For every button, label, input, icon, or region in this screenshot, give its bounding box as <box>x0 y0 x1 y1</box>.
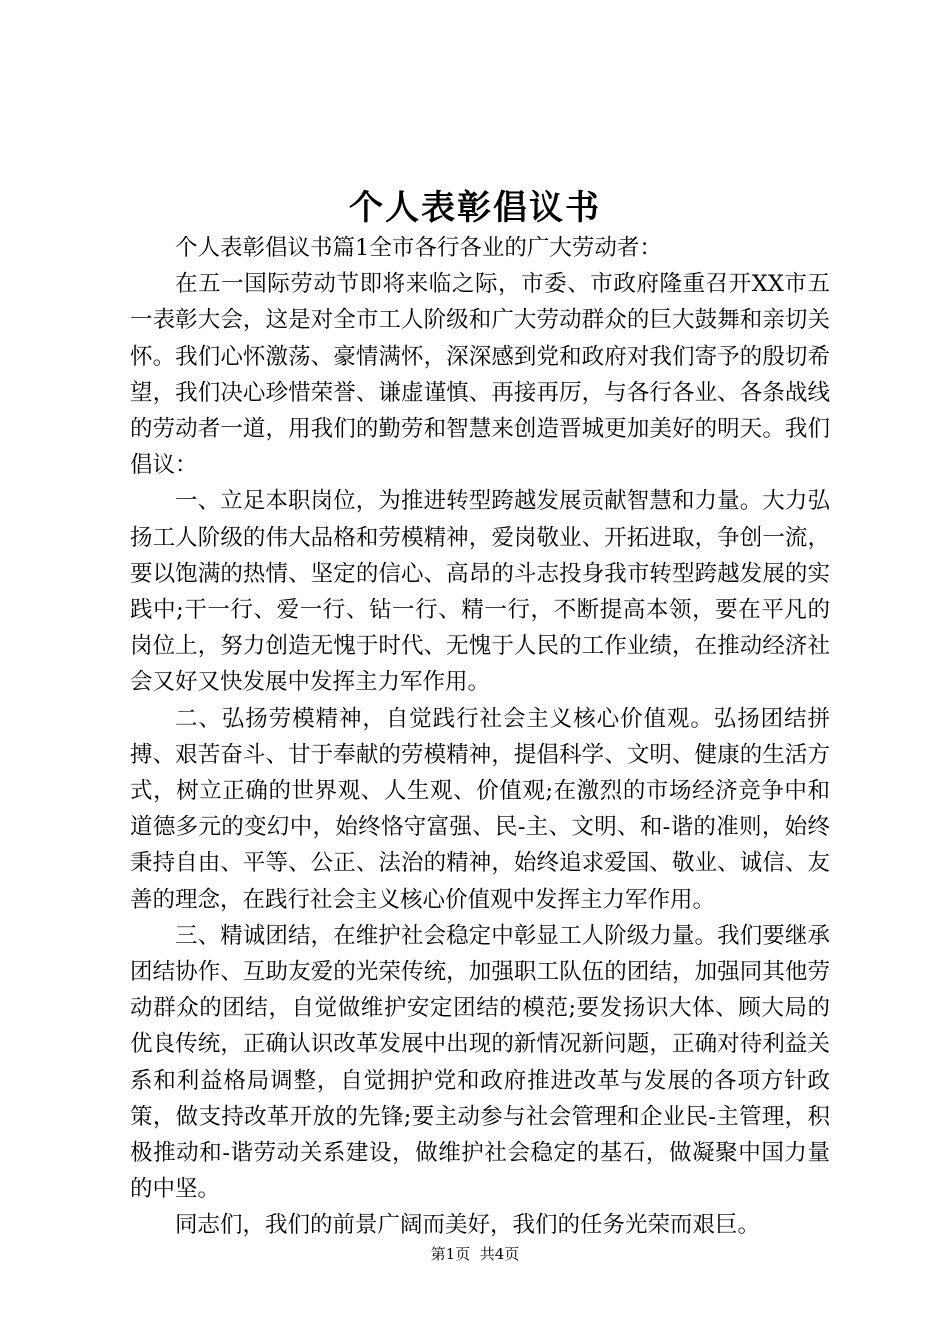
paragraph-point-two: 二、弘扬劳模精神，自觉践行社会主义核心价值观。弘扬团结拼搏、艰苦奋斗、甘于奉献的劳模精神，提倡科学、文明、健康的生活方式，树立正确的世界观、人生观、价值观;在激烈的市场经济竞争中和道德多元的变幻中，始终恪守富强、民-主、文明、和-谐的准则，始终秉持自由、平等、公正、法治的精神，始终追求爱国、敬业、诚信、友善的理念，在践行社会主义核心价值观中发挥主力军作用。 <box>130 705 830 913</box>
paragraph-point-one: 一、立足本职岗位，为推进转型跨越发展贡献智慧和力量。大力弘扬工人阶级的伟大品格和劳模精神，爱岗敬业、开拓进取，争创一流，要以饱满的热情、坚定的信心、高昂的斗志投身我市转型跨越发展的实践中;干一行、爱一行、钻一行、精一行，不断提高本领，要在平凡的岗位上，努力创造无愧于时代、无愧于人民的工作业绩，在推动经济社会又好又快发展中发挥主力军作用。 <box>130 488 830 696</box>
footer-separator <box>470 1245 480 1263</box>
paragraph-point-three: 三、精诚团结，在维护社会稳定中彰显工人阶级力量。我们要继承团结协作、互助友爱的光荣传统，加强职工队伍的团结，加强同其他劳动群众的团结，自觉做维护安定团结的模范;要发扬识大体、顾大局的优良传统，正确认识改革发展中出现的新情况新问题，正确对待利益关系和利益格局调整，自觉拥护党和政府推进改革与发展的各项方针政策，做支持改革开放的先锋;要主动参与社会管理和企业民-主管理，积极推动和-谐劳动关系建设，做维护社会稳定的基石，做凝聚中国力量的中坚。 <box>130 922 830 1203</box>
paragraph-intro: 个人表彰倡议书篇1全市各行各业的广大劳动者： <box>175 235 662 261</box>
page-total: 共4页 <box>479 1245 520 1263</box>
paragraph-closing: 同志们，我们的前景广阔而美好，我们的任务光荣而艰巨。 <box>175 1212 761 1239</box>
document-body <box>130 230 830 1244</box>
document-title: 个人表彰倡议书 <box>349 188 601 228</box>
page-number: 第1页 <box>430 1245 471 1263</box>
paragraph-opening: 在五一国际劳动节即将来临之际，市委、市政府隆重召开XX市五一表彰大会，这是对全市工人阶级和广大劳动群众的巨大鼓舞和亲切关怀。我们心怀激荡、豪情满怀，深深感到党和政府对我们寄予的殷切希望，我们决心珍惜荣誉、谦虚谨慎、再接再厉，与各行各业、各条战线的劳动者一道，用我们的勤劳和智慧来创造晋城更加美好的明天。我们倡议： <box>130 271 830 479</box>
page-footer <box>0 1244 950 1264</box>
